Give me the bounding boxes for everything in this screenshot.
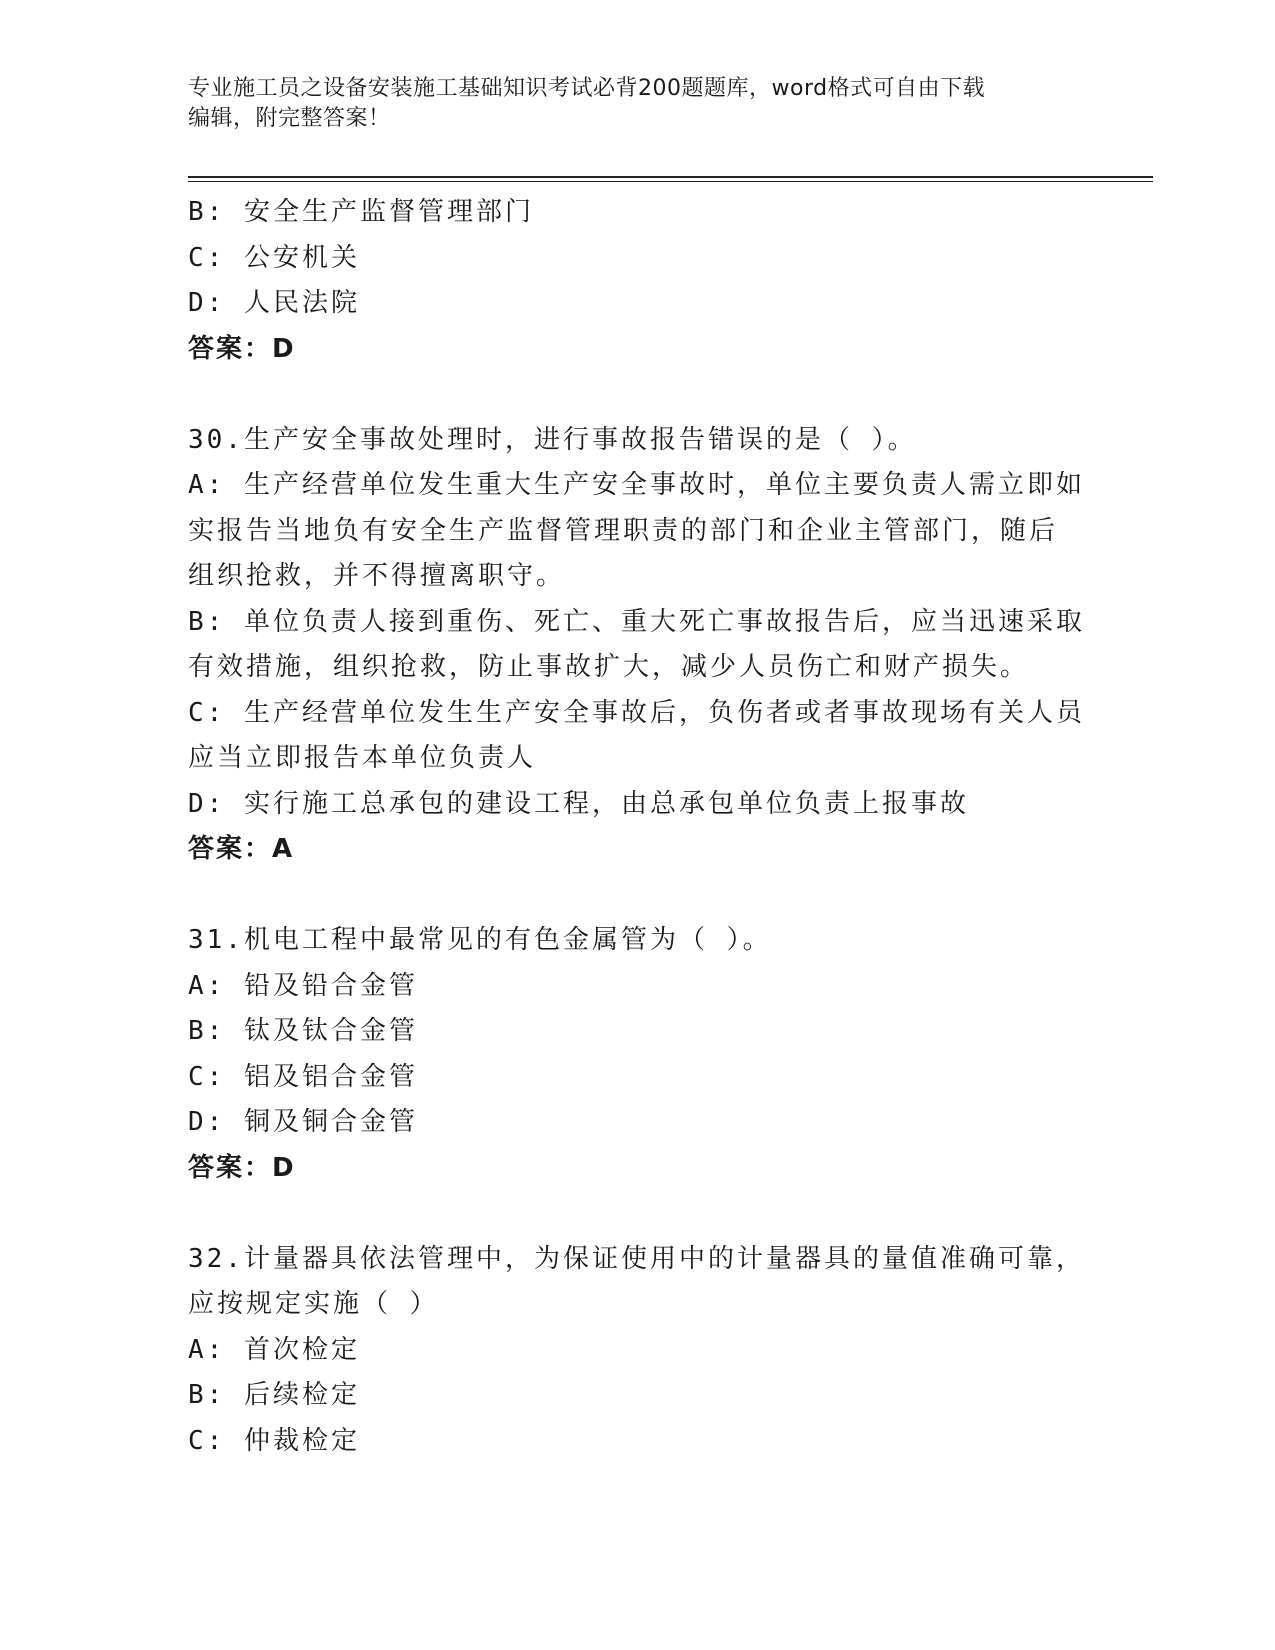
question-30 [188,418,1088,873]
question-31 [188,918,1088,1191]
document-header [188,74,1068,134]
question-29-tail [188,190,1088,372]
q30-option-b-line-2: 有效措施，组织抢救，防止事故扩大，减少人员伤亡和财产损失。 [188,652,1030,682]
q32-stem-line-1: 32.计量器具依法管理中，为保证使用中的计量器具的量值准确可靠， [188,1243,1085,1274]
q30-option-a-line-3: 组织抢救，并不得擅离职守。 [188,561,566,591]
q29-option-c: C: 公安机关 [188,242,360,273]
q32-option-b: B: 后续检定 [188,1380,360,1410]
q31-option-b: B: 钛及钛合金管 [188,1016,418,1046]
q31-option-c: C: 铝及铝合金管 [188,1061,418,1092]
q30-option-c-line-1: C: 生产经营单位发生生产安全事故后，负伤者或者事故现场有关人员 [188,697,1085,728]
header-divider-thick [188,176,1153,178]
q30-option-d: D: 实行施工总承包的建设工程，由总承包单位负责上报事故 [188,788,969,819]
q29-option-d: D: 人民法院 [188,288,360,318]
q31-option-a: A: 铅及铅合金管 [188,970,418,1001]
header-divider-thin [188,181,1153,182]
q32-option-a: A: 首次检定 [188,1334,360,1365]
spacer [188,873,1088,919]
q29-option-b: B: 安全生产监督管理部门 [188,197,534,227]
spacer [188,372,1088,418]
header-title-line-2: 编辑，附完整答案！ [188,106,391,131]
header-title-line-1: 专业施工员之设备安装施工基础知识考试必背200题题库，word格式可自由下载 [188,76,986,101]
q29-answer: 答案：D [188,333,296,364]
question-32 [188,1237,1088,1465]
q32-stem-line-2: 应按规定实施（ ） [188,1289,439,1319]
q30-option-a-line-2: 实报告当地负有安全生产监督管理职责的部门和企业主管部门，随后 [188,515,1059,546]
q30-option-c-line-2: 应当立即报告本单位负责人 [188,743,537,773]
q31-answer: 答案：D [188,1152,296,1183]
q30-option-b-line-1: B: 单位负责人接到重伤、死亡、重大死亡事故报告后，应当迅速采取 [188,606,1085,637]
spacer [188,1191,1088,1237]
question-list [188,190,1088,1464]
q30-answer: 答案：A [188,834,295,864]
q31-option-d: D: 铜及铜合金管 [188,1107,418,1137]
q31-stem: 31.机电工程中最常见的有色金属管为（ ）。 [188,925,772,955]
q30-stem: 30.生产安全事故处理时，进行事故报告错误的是（ ）。 [188,424,917,455]
q32-option-c: C: 仲裁检定 [188,1425,360,1456]
q30-option-a-line-1: A: 生产经营单位发生重大生产安全事故时，单位主要负责人需立即如 [188,470,1085,500]
